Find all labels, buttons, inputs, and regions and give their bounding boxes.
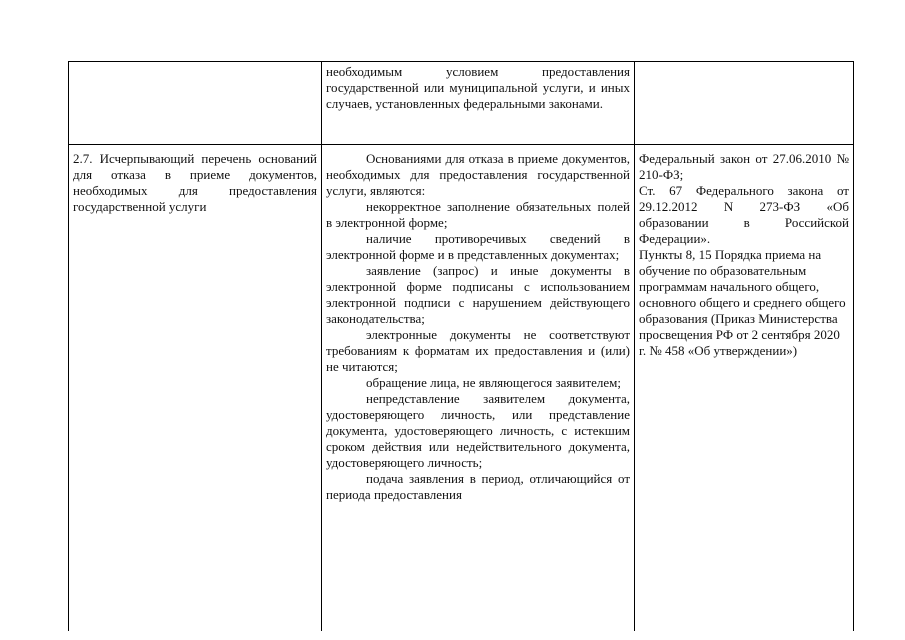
row1-col2-text: необходимым условием предоставления государственной или муниципальной услуги, и иных случаев, установленных федеральными законами. <box>326 64 630 111</box>
table-row <box>69 145 854 632</box>
page-edge-mark <box>68 578 69 582</box>
ground-item: некорректное заполнение обязательных полей в электронной форме; <box>326 199 630 230</box>
grounds-intro: Основаниями для отказа в приеме документов, необходимых для предоставления государственной услуги, являются: <box>326 151 630 198</box>
ground-item: заявление (запрос) и иные документы в электронной форме подписаны с использованием электронной подписи с нарушением действующего законодательства; <box>326 263 630 326</box>
row1-col2-cell <box>322 62 635 145</box>
section-heading-cell <box>69 145 322 632</box>
regulation-table <box>68 61 854 631</box>
grounds-list-cell <box>322 145 635 632</box>
ground-item: наличие противоречивых сведений в электронной форме и в представленных документах; <box>326 231 630 262</box>
ground-item: подача заявления в период, отличающийся от периода предоставления <box>326 471 630 502</box>
legal-basis-item: Федеральный закон от 27.06.2010 № 210-ФЗ; <box>639 151 849 182</box>
legal-basis-item: Пункты 8, 15 Порядка приема на обучение по образовательным программам начального общего, основного общего и среднего общего образования (Приказ Министерства просвещения РФ от 2 сентября 2020 г. № 458 «Об утверждении») <box>639 247 846 358</box>
row1-col1-cell <box>69 62 322 145</box>
ground-item: обращение лица, не являющегося заявителем; <box>366 375 622 390</box>
legal-basis-cell <box>635 145 854 632</box>
ground-item: непредставление заявителем документа, удостоверяющего личность, или представление документа, удостоверяющего личность, с истекшим сроком действия или недействительного документа, удостоверяющего личность; <box>326 391 630 470</box>
row1-col3-cell <box>635 62 854 145</box>
section-heading-text: 2.7. Исчерпывающий перечень оснований для отказа в приеме документов, необходимых для предоставления государственной услуги <box>73 151 317 214</box>
table-row <box>69 62 854 145</box>
legal-basis-item: Ст. 67 Федерального закона от 29.12.2012 N 273-ФЗ «Об образовании в Российской Федерации». <box>639 183 849 246</box>
ground-item: электронные документы не соответствуют требованиям к форматам их предоставления и (или) не читаются; <box>326 327 630 374</box>
